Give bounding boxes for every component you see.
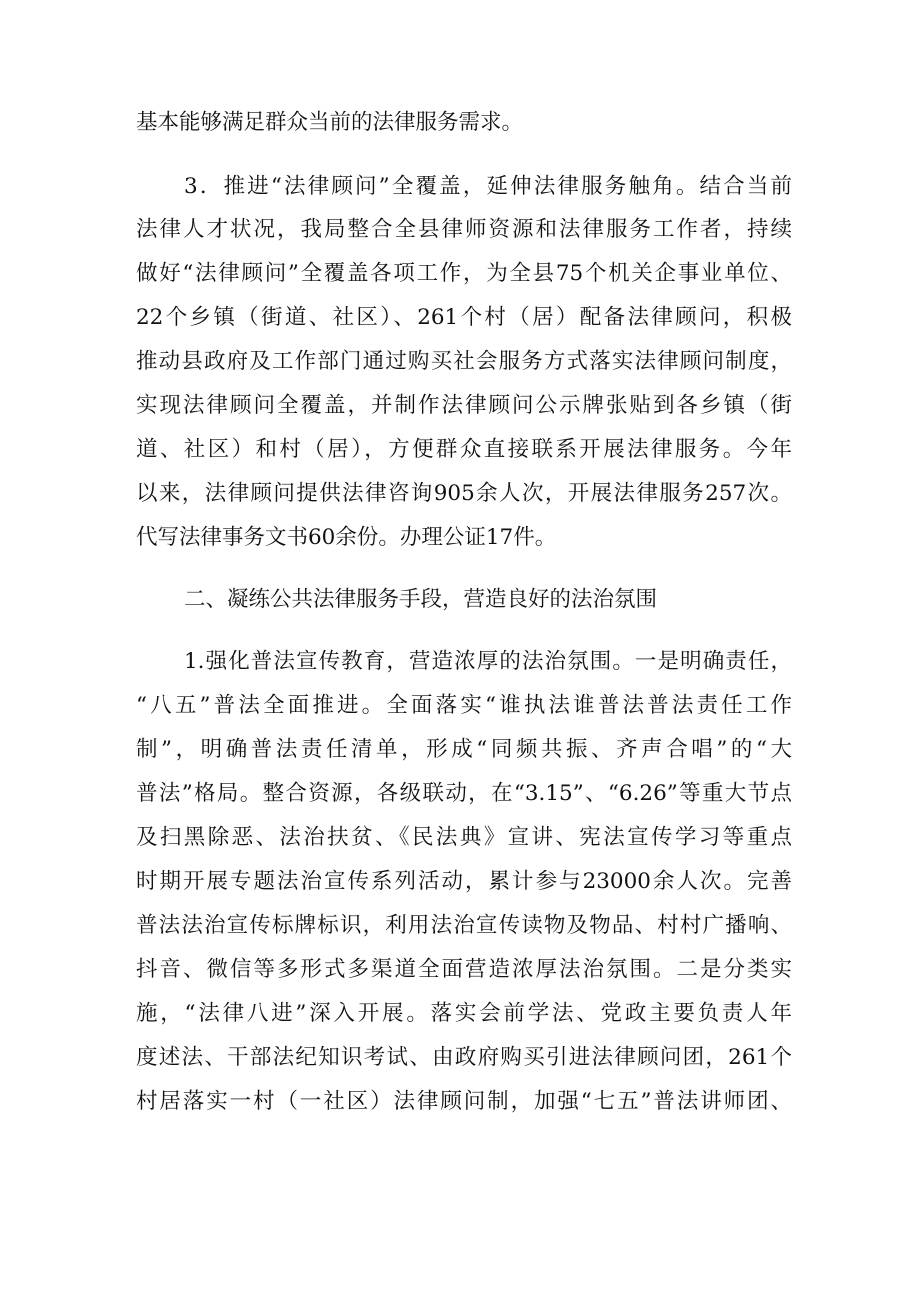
paragraph-line: 道、社区）和村（居），方便群众直接联系开展法律服务。今年: [136, 437, 792, 462]
paragraph-line: 普法法治宣传标牌标识，利用法治宣传读物及物品、村村广播响、: [136, 913, 792, 938]
paragraph-line: 3．推进“法律顾问”全覆盖，延伸法律服务触角。结合当前: [184, 174, 792, 199]
paragraph-line: 实现法律顾问全覆盖，并制作法律顾问公示牌张贴到各乡镇（街: [136, 393, 792, 418]
paragraph-line: 法律人才状况，我局整合全县律师资源和法律服务工作者，持续: [136, 217, 792, 242]
paragraph-line: 村居落实一村（一社区）法律顾问制，加强“七五”普法讲师团、: [136, 1089, 792, 1114]
paragraph-line: 度述法、干部法纪知识考试、由政府购买引进法律顾问团，261个: [136, 1045, 792, 1070]
paragraph-line: 推动县政府及工作部门通过购买社会服务方式落实法律顾问制度，: [136, 349, 792, 374]
paragraph-line: 22个乡镇（街道、社区）、261个村（居）配备法律顾问，积极: [136, 305, 792, 330]
paragraph-line: 1.强化普法宣传教育，营造浓厚的法治氛围。一是明确责任，: [184, 649, 792, 674]
paragraph-line: “八五”普法全面推进。全面落实“谁执法谁普法普法责任工作: [136, 693, 792, 718]
paragraph-line: 普法”格局。整合资源，各级联动，在“3.15”、“6.26”等重大节点: [136, 781, 792, 806]
paragraph-line: 做好“法律顾问”全覆盖各项工作，为全县75个机关企事业单位、: [136, 261, 792, 286]
paragraph-line: 抖音、微信等多形式多渠道全面营造浓厚法治氛围。二是分类实: [136, 957, 792, 982]
paragraph-line: 代写法律事务文书60余份。办理公证17件。: [136, 525, 557, 550]
paragraph-line: 基本能够满足群众当前的法律服务需求。: [136, 110, 524, 135]
section-heading: 二、凝练公共法律服务手段，营造良好的法治氛围: [184, 587, 658, 612]
paragraph-line: 以来，法律顾问提供法律咨询905余人次，开展法律服务257次。: [136, 481, 792, 506]
paragraph-line: 制”，明确普法责任清单，形成“同频共振、齐声合唱”的“大: [136, 737, 792, 762]
paragraph-line: 施，“法律八进”深入开展。落实会前学法、党政主要负责人年: [136, 1001, 792, 1026]
paragraph-line: 时期开展专题法治宣传系列活动，累计参与23000余人次。完善: [136, 869, 792, 894]
paragraph-line: 及扫黑除恶、法治扶贫、《民法典》宣讲、宪法宣传学习等重点: [136, 825, 792, 850]
